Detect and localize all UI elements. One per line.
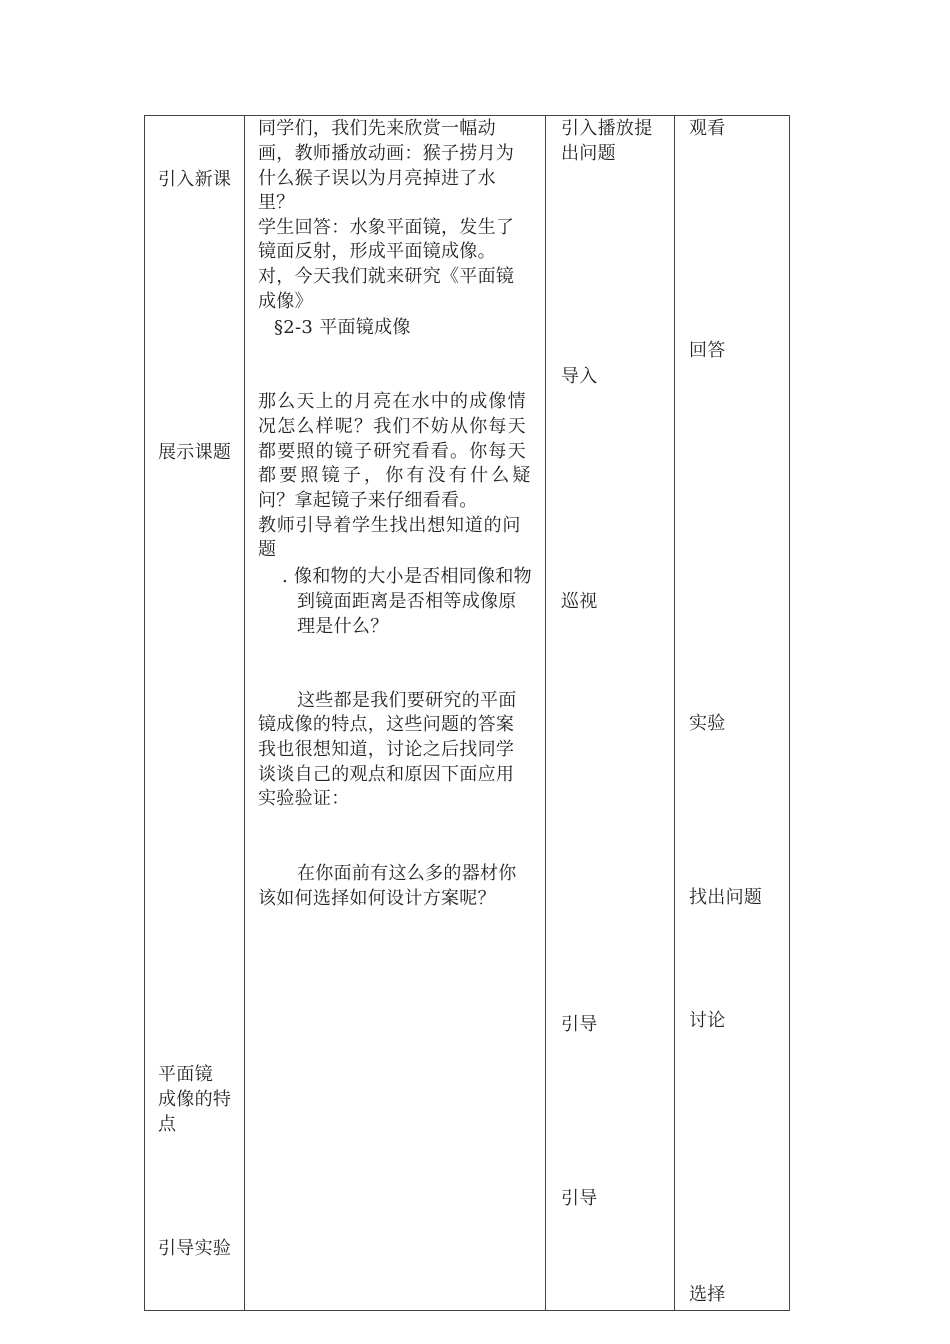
stage-label-intro: 引入新课 bbox=[158, 169, 232, 190]
student-activity: 回答 bbox=[689, 340, 726, 361]
section-heading: §2-3 平面镜成像 bbox=[274, 317, 411, 338]
content-line: 镜成像的特点，这些问题的答案 bbox=[258, 714, 515, 735]
content-line: 谈谈自己的观点和原因下面应用 bbox=[258, 764, 515, 785]
question-list: . 像和物的大小是否相同像和物 bbox=[282, 566, 532, 587]
content-line: 问？拿起镜子来仔细看看。 bbox=[258, 490, 478, 511]
question-list: 到镜面距离是否相等成像原 bbox=[297, 591, 517, 612]
content-line: 成像》 bbox=[258, 291, 313, 312]
content-line: 在你面前有这么多的器材你 bbox=[297, 863, 517, 884]
stage-label-features: 点 bbox=[158, 1114, 177, 1135]
teacher-activity: 出问题 bbox=[561, 143, 616, 164]
content-line: 况怎么样呢？我们不妨从你每天 bbox=[258, 416, 527, 437]
stage-label-features: 成像的特 bbox=[158, 1089, 232, 1110]
content-line: 那么天上的月亮在水中的成像情 bbox=[258, 391, 527, 412]
content-line: 都要照镜子，你有没有什么疑 bbox=[258, 465, 534, 486]
student-activity: 实验 bbox=[689, 713, 726, 734]
content-line: 都要照的镜子研究看看。你每天 bbox=[258, 441, 527, 462]
teacher-activity: 引导 bbox=[561, 1188, 598, 1209]
teacher-activity: 引入播放提 bbox=[561, 118, 653, 139]
content-line: 我也很想知道，讨论之后找同学 bbox=[258, 739, 515, 760]
content-line: 同学们，我们先来欣赏一幅动 bbox=[258, 118, 496, 139]
content-line: 镜面反射，形成平面镜成像。 bbox=[258, 241, 496, 262]
column-divider bbox=[674, 115, 675, 1311]
question-list: 理是什么？ bbox=[297, 616, 389, 637]
stage-label-guide-experiment: 引导实验 bbox=[158, 1238, 232, 1259]
teacher-activity: 导入 bbox=[561, 366, 598, 387]
teacher-activity: 引导 bbox=[561, 1014, 598, 1035]
student-activity: 选择 bbox=[689, 1284, 726, 1305]
content-line: 题 bbox=[258, 539, 277, 560]
column-divider bbox=[244, 115, 245, 1311]
content-line: 教师引导着学生找出想知道的问 bbox=[258, 515, 522, 536]
content-line: 这些都是我们要研究的平面 bbox=[297, 690, 517, 711]
content-line: 学生回答：水象平面镜，发生了 bbox=[258, 217, 515, 238]
teacher-activity: 巡视 bbox=[561, 591, 598, 612]
content-line: 画，教师播放动画：猴子捞月为 bbox=[258, 143, 515, 164]
content-line: 对，今天我们就来研究《平面镜 bbox=[258, 266, 515, 287]
student-activity: 讨论 bbox=[689, 1010, 726, 1031]
column-divider bbox=[545, 115, 546, 1311]
content-line: 实验验证： bbox=[258, 788, 350, 809]
content-line: 该如何选择如何设计方案呢？ bbox=[258, 888, 496, 909]
stage-label-show-topic: 展示课题 bbox=[158, 442, 232, 463]
stage-label-features: 平面镜 bbox=[158, 1064, 213, 1085]
student-activity: 找出问题 bbox=[689, 887, 763, 908]
content-line: 里？ bbox=[258, 192, 295, 213]
content-line: 什么猴子误以为月亮掉进了水 bbox=[258, 168, 496, 189]
student-activity: 观看 bbox=[689, 118, 726, 139]
